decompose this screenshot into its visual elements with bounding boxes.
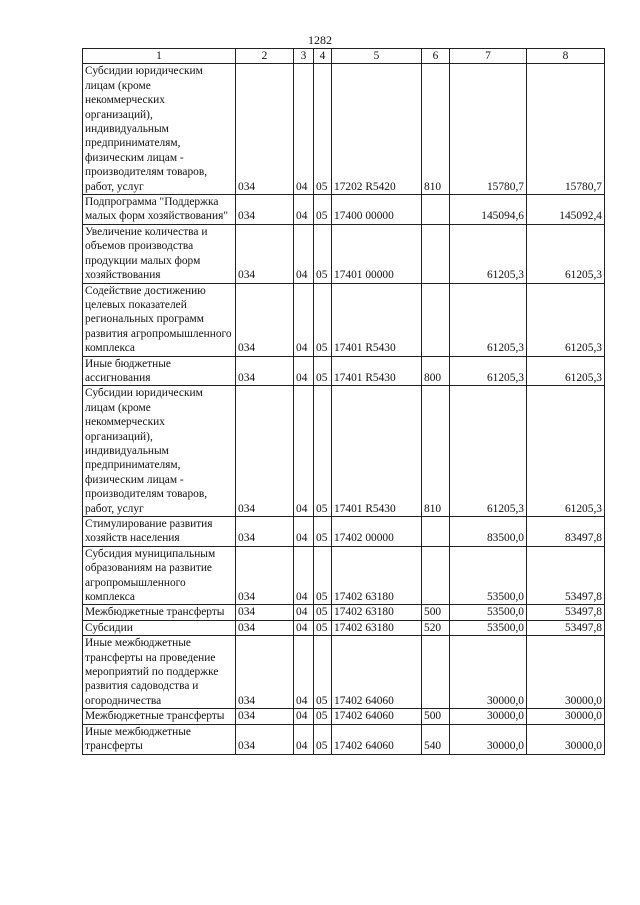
row-value-cell: 04 [294, 724, 314, 754]
row-value-cell: 53500,0 [450, 620, 527, 635]
row-value-cell: 17402 63180 [332, 605, 422, 620]
row-value-cell: 034 [236, 356, 294, 386]
row-name-cell: Субсидии юридическим лицам (кроме некоммерческих организаций), индивидуальным предпринимателям, физическим лицам - производителям товаров, работ, услуг [83, 386, 236, 517]
column-header: 4 [314, 49, 332, 64]
row-name-cell: Содействие достижению целевых показателей региональных программ развития агропромышленного комплекса [83, 283, 236, 356]
row-value-cell: 05 [314, 636, 332, 709]
row-value-cell: 145094,6 [450, 195, 527, 225]
row-value-cell: 30000,0 [450, 709, 527, 724]
row-value-cell: 05 [314, 546, 332, 605]
row-value-cell: 61205,3 [450, 356, 527, 386]
row-value-cell: 17401 00000 [332, 224, 422, 283]
row-value-cell: 034 [236, 517, 294, 547]
row-name-cell: Межбюджетные трансферты [83, 605, 236, 620]
row-value-cell: 05 [314, 605, 332, 620]
row-value-cell: 61205,3 [527, 283, 605, 356]
row-value-cell: 83500,0 [450, 517, 527, 547]
row-value-cell: 30000,0 [527, 636, 605, 709]
row-value-cell: 30000,0 [527, 709, 605, 724]
row-name-cell: Субсидии юридическим лицам (кроме некоммерческих организаций), индивидуальным предпринимателям, физическим лицам - производителям товаров, работ, услуг [83, 64, 236, 195]
column-header: 2 [236, 49, 294, 64]
table-row [83, 636, 605, 709]
row-value-cell: 30000,0 [450, 724, 527, 754]
table-row [83, 546, 605, 605]
row-value-cell: 034 [236, 724, 294, 754]
page-number: 1282 [308, 33, 332, 47]
row-value-cell: 17402 64060 [332, 709, 422, 724]
row-value-cell [422, 517, 450, 547]
row-value-cell: 05 [314, 709, 332, 724]
table-row [83, 64, 605, 195]
budget-table [82, 48, 605, 755]
row-value-cell: 034 [236, 283, 294, 356]
row-value-cell: 61205,3 [527, 386, 605, 517]
row-value-cell: 15780,7 [527, 64, 605, 195]
row-value-cell: 500 [422, 709, 450, 724]
row-value-cell: 145092,4 [527, 195, 605, 225]
row-value-cell: 034 [236, 64, 294, 195]
row-value-cell: 800 [422, 356, 450, 386]
row-value-cell: 034 [236, 636, 294, 709]
row-value-cell: 810 [422, 386, 450, 517]
row-value-cell: 53497,8 [527, 546, 605, 605]
row-name-cell: Стимулирование развития хозяйств населения [83, 517, 236, 547]
row-value-cell: 17402 64060 [332, 724, 422, 754]
column-header: 3 [294, 49, 314, 64]
row-value-cell: 034 [236, 709, 294, 724]
row-value-cell: 83497,8 [527, 517, 605, 547]
row-value-cell: 034 [236, 620, 294, 635]
row-value-cell: 05 [314, 64, 332, 195]
row-value-cell [422, 195, 450, 225]
row-value-cell: 04 [294, 709, 314, 724]
row-value-cell: 61205,3 [527, 356, 605, 386]
table-row [83, 224, 605, 283]
row-name-cell: Иные межбюджетные трансферты [83, 724, 236, 754]
row-value-cell: 53497,8 [527, 620, 605, 635]
table-row [83, 605, 605, 620]
row-name-cell: Подпрограмма "Поддержка малых форм хозяйствования" [83, 195, 236, 225]
row-value-cell: 034 [236, 605, 294, 620]
row-value-cell: 17402 63180 [332, 546, 422, 605]
row-value-cell: 30000,0 [527, 724, 605, 754]
table-row [83, 195, 605, 225]
row-value-cell: 53500,0 [450, 546, 527, 605]
row-value-cell: 53500,0 [450, 605, 527, 620]
row-value-cell: 810 [422, 64, 450, 195]
row-value-cell: 04 [294, 605, 314, 620]
table-row [83, 709, 605, 724]
row-value-cell: 17402 63180 [332, 620, 422, 635]
row-value-cell: 04 [294, 517, 314, 547]
row-value-cell: 61205,3 [450, 224, 527, 283]
row-value-cell: 15780,7 [450, 64, 527, 195]
row-value-cell: 53497,8 [527, 605, 605, 620]
row-name-cell: Субсидия муниципальным образованиям на развитие агропромышленного комплекса [83, 546, 236, 605]
row-value-cell: 034 [236, 224, 294, 283]
row-value-cell: 034 [236, 546, 294, 605]
column-header: 6 [422, 49, 450, 64]
column-header: 1 [83, 49, 236, 64]
row-value-cell: 05 [314, 195, 332, 225]
row-value-cell: 04 [294, 386, 314, 517]
table-row [83, 620, 605, 635]
column-header: 8 [527, 49, 605, 64]
row-value-cell: 17401 R5430 [332, 356, 422, 386]
row-name-cell: Субсидии [83, 620, 236, 635]
row-value-cell: 04 [294, 195, 314, 225]
row-value-cell: 17401 R5430 [332, 283, 422, 356]
row-value-cell: 17402 64060 [332, 636, 422, 709]
table-row [83, 386, 605, 517]
row-value-cell [422, 546, 450, 605]
row-value-cell: 520 [422, 620, 450, 635]
row-value-cell: 04 [294, 636, 314, 709]
row-value-cell: 17401 R5430 [332, 386, 422, 517]
row-value-cell: 17202 R5420 [332, 64, 422, 195]
header-row [83, 49, 605, 64]
row-value-cell: 500 [422, 605, 450, 620]
row-value-cell: 04 [294, 64, 314, 195]
row-value-cell: 540 [422, 724, 450, 754]
row-value-cell: 05 [314, 356, 332, 386]
row-value-cell: 61205,3 [450, 283, 527, 356]
table-row [83, 283, 605, 356]
row-value-cell [422, 224, 450, 283]
row-value-cell: 04 [294, 283, 314, 356]
row-value-cell: 17400 00000 [332, 195, 422, 225]
row-value-cell: 04 [294, 224, 314, 283]
row-value-cell [422, 283, 450, 356]
row-value-cell: 034 [236, 195, 294, 225]
row-name-cell: Увеличение количества и объемов производства продукции малых форм хозяйствования [83, 224, 236, 283]
row-value-cell: 05 [314, 620, 332, 635]
row-value-cell: 04 [294, 356, 314, 386]
row-value-cell: 05 [314, 517, 332, 547]
row-value-cell: 034 [236, 386, 294, 517]
row-value-cell: 05 [314, 724, 332, 754]
table-row [83, 724, 605, 754]
row-value-cell [422, 636, 450, 709]
row-value-cell: 05 [314, 224, 332, 283]
row-name-cell: Межбюджетные трансферты [83, 709, 236, 724]
row-name-cell: Иные бюджетные ассигнования [83, 356, 236, 386]
table-row [83, 517, 605, 547]
row-name-cell: Иные межбюджетные трансферты на проведение мероприятий по поддержке развития садоводства и огородничества [83, 636, 236, 709]
column-header: 7 [450, 49, 527, 64]
row-value-cell: 61205,3 [450, 386, 527, 517]
row-value-cell: 05 [314, 386, 332, 517]
row-value-cell: 04 [294, 546, 314, 605]
row-value-cell: 04 [294, 620, 314, 635]
row-value-cell: 61205,3 [527, 224, 605, 283]
row-value-cell: 05 [314, 283, 332, 356]
column-header: 5 [332, 49, 422, 64]
row-value-cell: 17402 00000 [332, 517, 422, 547]
table-row [83, 356, 605, 386]
row-value-cell: 30000,0 [450, 636, 527, 709]
